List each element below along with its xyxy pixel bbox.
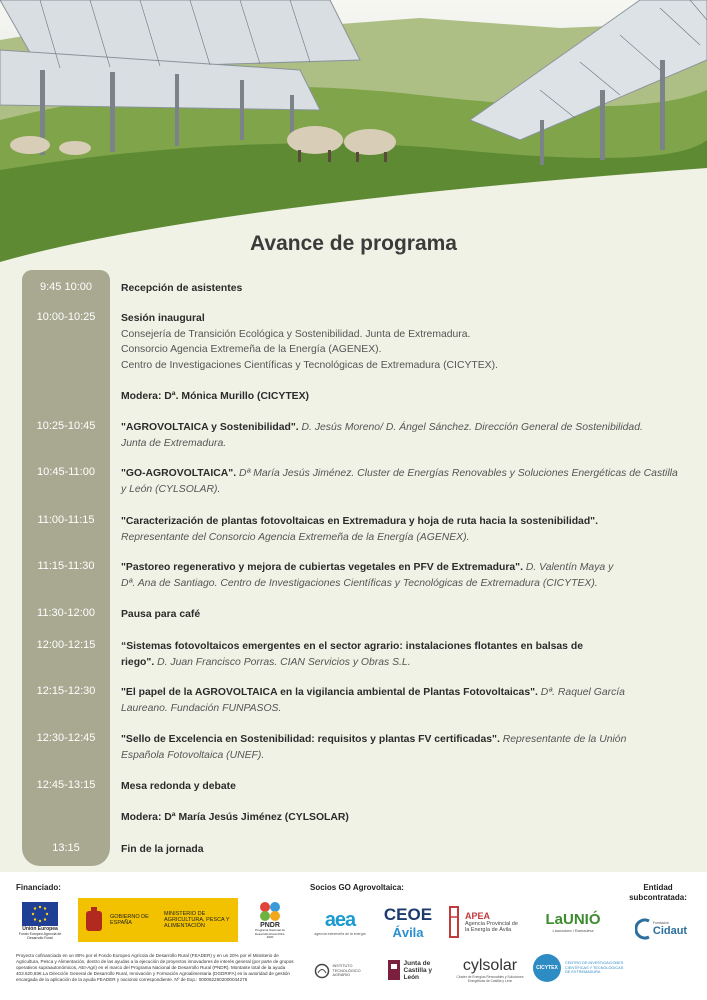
schedule-text — [121, 311, 686, 373]
schedule-time: 9:45 10:00 — [40, 281, 92, 293]
schedule-line-main: Recepción de asistentes — [121, 283, 243, 294]
schedule-line-main: riego". — [121, 656, 155, 668]
schedule-text — [121, 732, 686, 763]
aea-sub: agencia extremeña de la energía — [314, 931, 366, 936]
cicytex-sub: CENTRO DE INVESTIGACIONES CIENTÍFICAS Y TECNOLÓGICAS DE EXTREMADURA — [565, 961, 624, 975]
schedule-line-main: "Sello de Excelencia en Sostenibilidad: requisitos y plantas FV certificadas". — [121, 734, 500, 745]
eu-fund: Fondo Europeo Agrícola de Desarrollo Rural — [18, 932, 62, 940]
schedule-line — [121, 436, 686, 452]
schedule-time: 10:45-11:00 — [37, 466, 95, 478]
eu-logo — [18, 898, 62, 944]
eu-flag-icon — [22, 902, 58, 926]
schedule-line — [121, 576, 686, 592]
pndr-logo — [252, 896, 288, 944]
schedule-line-main: Centro de Investigaciones Científicas y Tecnológicas de Extremadura (CICYTEX). — [121, 359, 498, 371]
schedule-line-main: Mesa redonda y debate — [121, 781, 236, 792]
schedule-time: 13:15 — [52, 842, 80, 854]
schedule-line-main: Sesión inaugural — [121, 313, 205, 324]
cidaut-mark-icon — [635, 917, 653, 941]
entidad-label: Entidad subcontratada: — [629, 883, 687, 902]
schedule-time: 11:15-11:30 — [37, 560, 95, 572]
schedule-line-main: Modera: Dª María Jesús Jiménez (CYLSOLAR) — [121, 812, 349, 823]
schedule-line-main: Junta de Extremadura. — [121, 437, 227, 449]
ita-circle-icon — [314, 963, 330, 979]
schedule-time: 12:00-12:15 — [36, 639, 96, 651]
eu-name: Unión Europea — [22, 926, 58, 932]
schedule-line-main: "Caracterización de plantas fotovoltaicas en Extremadura y hoja de ruta hacia la sostenibilidad". — [121, 516, 599, 527]
cylsolar-logo — [450, 952, 530, 988]
schedule-line — [121, 607, 686, 623]
financiado-label: Financiado: — [16, 883, 61, 892]
schedule-time: 11:30-12:00 — [37, 607, 95, 619]
cylsolar-text: cylsolar — [462, 957, 518, 974]
schedule-line-main: Consejería de Transición Ecológica y Sostenibilidad. Junta de Extremadura. — [121, 328, 471, 340]
schedule-line — [121, 732, 686, 748]
coat-of-arms-icon — [84, 905, 104, 935]
schedule-text — [121, 842, 686, 858]
cicytex-logo — [533, 952, 633, 984]
schedule-line — [121, 514, 686, 530]
schedule-line — [121, 639, 686, 655]
page-title: Avance de programa — [250, 232, 457, 255]
ita-logo — [310, 956, 372, 986]
schedule-line-main: y León (CYLSOLAR). — [121, 483, 221, 495]
schedule-line-main: Fin de la jornada — [121, 844, 204, 855]
schedule-line — [121, 311, 686, 327]
gobierno-text: GOBIERNO DE ESPAÑA — [110, 914, 149, 926]
ceoe-text: CEOE — [383, 904, 433, 924]
gobierno-logo — [78, 898, 238, 942]
schedule-line-main: Laureano. Fundación FUNPASOS. — [121, 702, 282, 714]
socios-label: Socios GO Agrovoltaica: — [310, 883, 404, 892]
schedule-line-speaker: D. Jesús Moreno/ D. Ángel Sánchez. Dirección General de Sostenibilidad. — [298, 422, 643, 433]
schedule-line-main: Pausa para café — [121, 609, 201, 620]
schedule-line — [121, 327, 686, 343]
pndr-mark-icon — [258, 900, 282, 922]
schedule-text — [121, 639, 686, 670]
schedule-line — [121, 482, 686, 498]
schedule-line-main: Dª. Ana de Santiago. Centro de Investigaciones Científicas y Tecnológicas de Extremadura (CICYTEX). — [121, 577, 598, 589]
junta-shield-icon — [387, 958, 401, 982]
schedule-text — [121, 607, 686, 623]
pndr-sub: Programa Nacional de Desarrollo Rural 2014-2020 — [254, 928, 286, 940]
schedule-line-main: "Pastoreo regenerativo y mejora de cubiertas vegetales en PFV de Extremadura". — [121, 562, 523, 573]
schedule-line — [121, 685, 686, 701]
schedule-text — [121, 389, 686, 405]
schedule-time: 10:00-10:25 — [36, 311, 96, 323]
schedule-text — [121, 466, 686, 497]
schedule-text — [121, 779, 686, 795]
schedule-line — [121, 810, 686, 826]
schedule-line-main: Representante del Consorcio Agencia Extremeña de la Energía (AGENEX). — [121, 531, 470, 543]
schedule-line — [121, 748, 686, 764]
legal-text: Proyecto cofinanciado en un 80% por el Fondo Europeo Agrícola de Desarrollo Rural (FEADER) y en un 20% por el Ministerio de Agricultura, Pesca y Alimentación, dentro de las ayudas a la ejecución de proyectos innovadores de interés general (por parte de grupos operativos supraautonómicos, AEI-Agri) en el marco del Programa Nacional de Desarrollo Rural (PNDR). Montante total de la ayuda 403.620,83€.La Dirección General de Desarrollo Rural, Innovación y Formación Agroalimentaria (DGDRIFA) es la autoridad de gestión encargada de la aplicación de la ayuda FEADER y nacional correspondiente. Nº de Exp.: 0000622602000044276 — [16, 953, 294, 982]
schedule-line-main: "El papel de la AGROVOLTAICA en la vigilancia ambiental de Plantas Fotovoltaicas". — [121, 687, 538, 698]
schedule-line — [121, 530, 686, 546]
schedule-line — [121, 420, 686, 436]
aea-logo — [308, 904, 372, 940]
aea-text: aea — [324, 908, 356, 931]
schedule-time: 10:25-10:45 — [36, 420, 96, 432]
cidaut-pre: Fundación — [652, 921, 670, 925]
schedule-line — [121, 779, 686, 795]
schedule-line-speaker: Dª María Jesús Jiménez. Cluster de Energías Renovables y Soluciones Energéticas de Castilla — [236, 468, 678, 479]
apea-text: APEA — [465, 910, 491, 921]
schedule-line-main: “Sistemas fotovoltaicos emergentes en el sector agrario: instalaciones flotantes en balsas de — [121, 641, 583, 652]
schedule-line — [121, 281, 686, 297]
schedule-line — [121, 701, 686, 717]
schedule-line-main: Consorcio Agencia Extremeña de la Energía (AGENEX). — [121, 344, 382, 355]
schedule-line-main: Española Fotovoltaica (UNEF). — [121, 749, 265, 761]
apea-logo — [447, 900, 527, 944]
schedule-line-speaker: D. Valentín Maya y — [522, 562, 614, 573]
cidaut-logo — [630, 912, 692, 946]
avila-text: Ávila — [392, 924, 424, 940]
schedule-time: 12:15-12:30 — [36, 685, 96, 697]
schedule-line — [121, 560, 686, 576]
schedule-line — [121, 466, 686, 482]
schedule-line — [121, 358, 686, 374]
ita-text: INSTITUTO TECNOLÓGICO AGRARIO — [332, 964, 361, 978]
launio-logo — [535, 904, 611, 940]
apea-tower-icon — [447, 905, 461, 939]
schedule-text — [121, 560, 686, 591]
schedule-time: 12:30-12:45 — [36, 732, 96, 744]
cylsolar-sub: Cluster de Energías Renovables y Soluciones Energéticas de Castilla y León — [456, 975, 524, 983]
junta-text: Junta de Castilla y León — [403, 959, 433, 981]
schedule-line-speaker: Representante de la Unión — [499, 734, 627, 745]
apea-sub: Agencia Provincial de la Energía de Ávila — [465, 920, 518, 933]
schedule-text — [121, 685, 686, 716]
schedule-line — [121, 389, 686, 405]
schedule-line-main: "GO-AGROVOLTAICA". — [121, 468, 237, 479]
cidaut-text: Cidaut — [652, 925, 688, 937]
launio-sub: Llauradora i Ramadera — [552, 928, 594, 933]
schedule-text — [121, 420, 686, 451]
schedule-text — [121, 514, 686, 545]
cicytex-text: CICYTEX — [536, 965, 558, 971]
junta-logo — [385, 954, 445, 986]
schedule-text — [121, 810, 686, 826]
schedule-line-main: "AGROVOLTAICA y Sostenibilidad". — [121, 422, 299, 433]
pndr-text: PNDR — [260, 922, 280, 930]
schedule-line-speaker: D. Juan Francisco Porras. CIAN Servicios y Obras S.L. — [154, 656, 411, 668]
schedule-time: 11:00-11:15 — [37, 514, 95, 526]
schedule-time: 12:45-13:15 — [36, 779, 96, 791]
schedule-line — [121, 342, 686, 358]
schedule-line-main: Modera: Dª. Mónica Murillo (CICYTEX) — [121, 391, 309, 402]
schedule-line-speaker: Dª. Raquel García — [537, 687, 625, 698]
ministerio-text: MINISTERIO DE AGRICULTURA, PESCA Y ALIMENTACIÓN — [164, 911, 230, 929]
schedule-line — [121, 655, 686, 671]
launio-text: LaUNIÓ — [545, 911, 601, 928]
schedule-line — [121, 842, 686, 858]
schedule-text — [121, 281, 686, 297]
ceoe-logo — [377, 902, 439, 942]
